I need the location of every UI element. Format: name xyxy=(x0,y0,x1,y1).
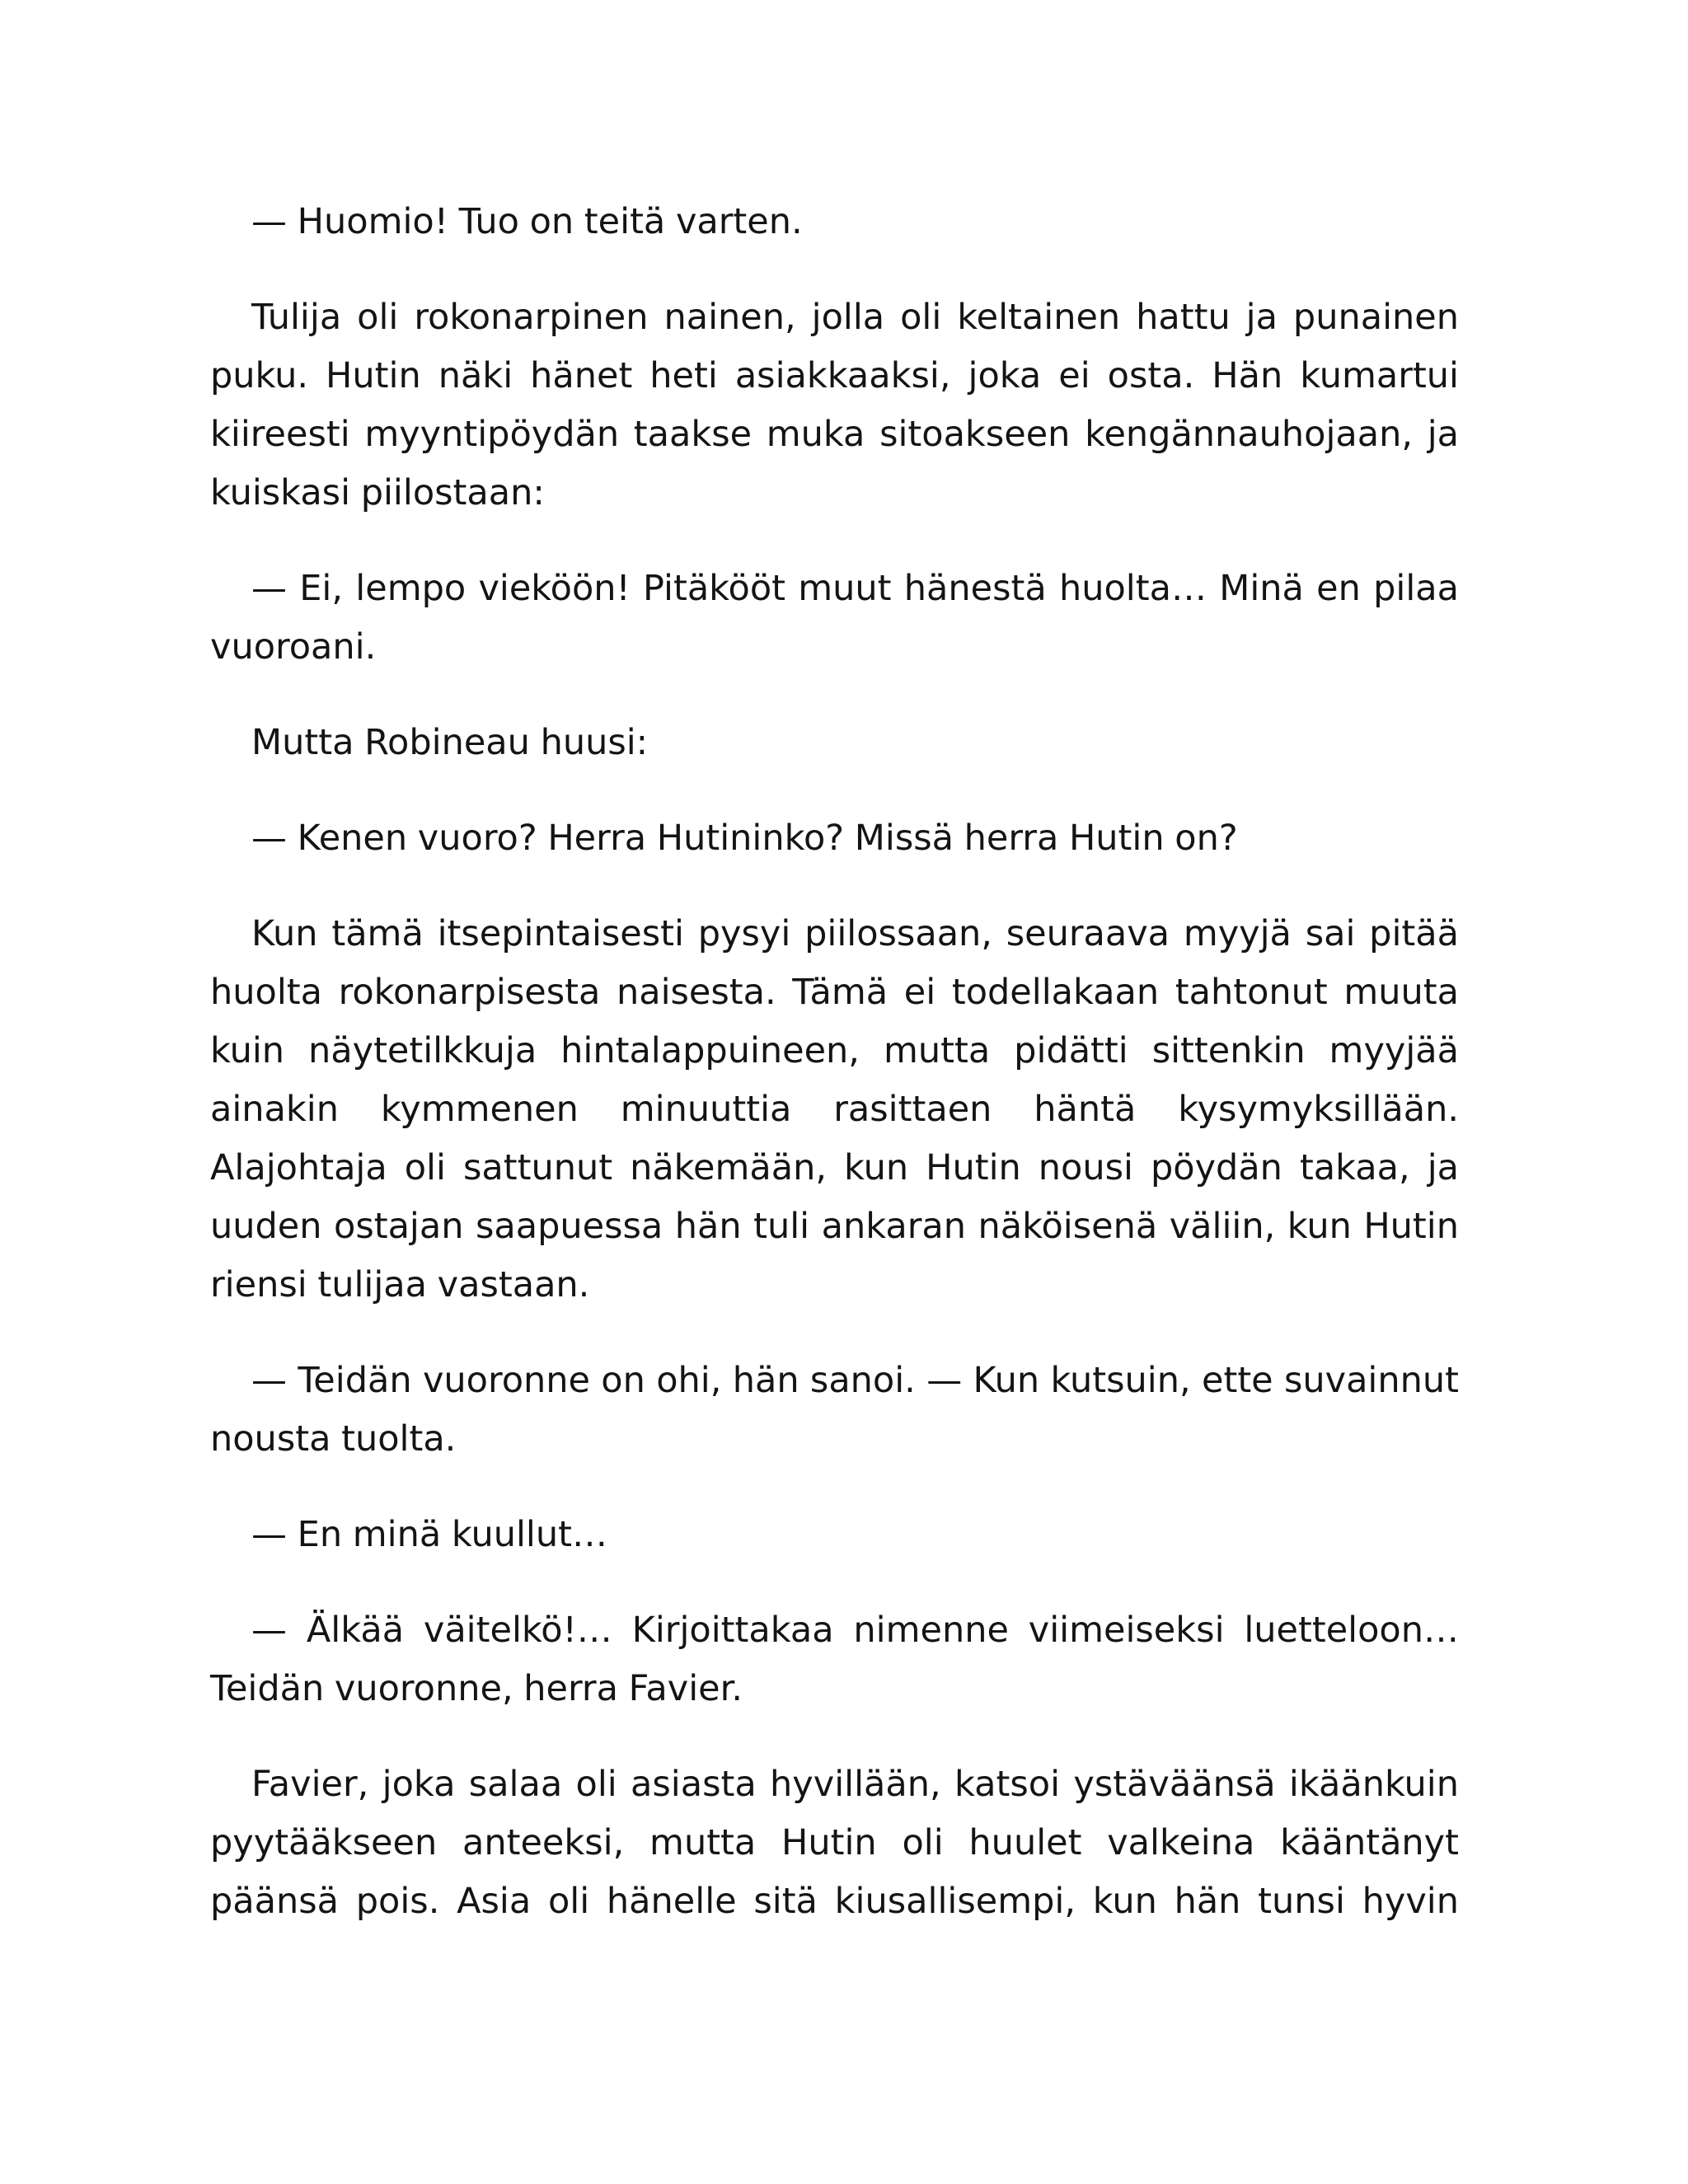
paragraph-9: — Älkää väitelkö!… Kirjoittakaa nimenne viimeiseksi luetteloon… Teidän vuoronne, herra Favier. xyxy=(210,1610,1459,1709)
paragraph-4: Mutta Robineau huusi: xyxy=(251,722,649,763)
paragraph-2: Tulija oli rokonarpinen nainen, jolla oli keltainen hattu ja punainen puku. Hutin näki hänet heti asiakkaaksi, joka ei osta. Hän kumartui kiireesti myyntipöydän taakse muka sitoakseen kengännauhojaan, ja kuiskasi piilostaan: xyxy=(210,297,1459,513)
paragraph-7: — Teidän vuoronne on ohi, hän sanoi. — Kun kutsuin, ette suvainnut nousta tuolta. xyxy=(210,1360,1459,1460)
paragraph-3: — Ei, lempo vieköön! Pitäkööt muut hänestä huolta… Minä en pilaa vuoroani. xyxy=(210,568,1459,668)
paragraph-5: — Kenen vuoro? Herra Hutininko? Missä herra Hutin on? xyxy=(251,818,1238,859)
paragraph-6: Kun tämä itsepintaisesti pysyi piilossaan, seuraava myyjä sai pitää huolta rokonarpisesta naisesta. Tämä ei todellakaan tahtonut muuta kuin näytetilkkuja hintalappuineen, mutta pidätti sittenkin myyjää ainakin kymmenen minuuttia rasittaen häntä kysymyksillään. Alajohtaja oli sattunut näkemään, kun Hutin nousi pöydän takaa, ja uuden ostajan saapuessa hän tuli ankaran näköisenä väliin, kun Hutin riensi tulijaa vastaan. xyxy=(210,913,1459,1305)
page-text xyxy=(210,193,1459,1931)
paragraph-1: — Huomio! Tuo on teitä varten. xyxy=(251,201,803,242)
paragraph-8: — En minä kuullut… xyxy=(251,1514,607,1555)
paragraph-10: Favier, joka salaa oli asiasta hyvillään, katsoi ystäväänsä ikäänkuin pyytääkseen anteeksi, mutta Hutin oli huulet valkeina kääntänyt päänsä pois. Asia oli hänelle sitä kiusallisempi, kun hän tunsi hyvin xyxy=(210,1764,1459,1922)
